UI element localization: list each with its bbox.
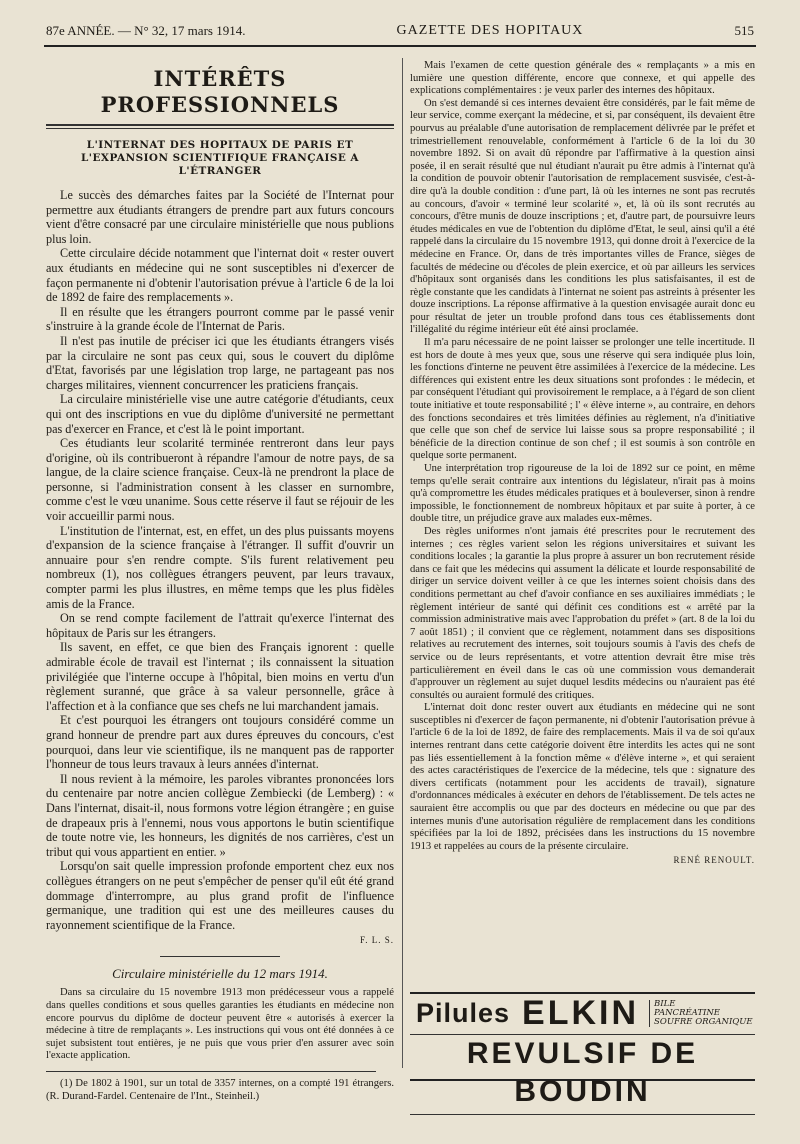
column-divider	[402, 58, 403, 1068]
separator	[160, 956, 280, 957]
ad-brand: ELKIN	[522, 993, 640, 1032]
paragraph: Le succès des démarches faites par la Société de l'Internat pour permettre aux étudiants étrangers de prendre part aux futurs concours vient d'être consacré par une circulaire ministérielle que nous publions plus loin.	[46, 188, 394, 246]
paragraph: Il nous revient à la mémoire, les paroles vibrantes prononcées lors du centenaire par notre ancien collègue Zembiecki (de Lemberg) : « Dans l'internat, disait-il, nous formons votre légion étrangère ; en guise de drapeaux pris à l'ennemi, nous vous apportons le butin scientifique de toute notre vie, les honneurs, les dignités de nos carrières, c'est un tribut qui vous appartient en entier. »	[46, 771, 394, 859]
footnote: (1) De 1802 à 1901, sur un total de 3357 internes, on a compté 191 étrangers. (R. Durand-Fardel. Centenaire de l'Int., Steinheil.)	[46, 1078, 394, 1102]
page-number: 515	[734, 23, 754, 38]
ad-desc-line: SOUFRE ORGANIQUE	[654, 1016, 753, 1027]
header-rule	[44, 45, 756, 47]
paragraph: Il m'a paru nécessaire de ne point laisser se prolonger une telle incertitude. Il est hors de doute à mes yeux que, sous une réserve qui sera indiquée plus loin, les fonctions d'interne ne peuvent être assimilées à l'exercice de la médecine. Les différences qui existent entre les deux situations sont profondes : le médecin, et par conséquent l'étudiant qui provisoirement le remplace, a à l'égard de son client toute initiative et toute responsabilité ; l' « élève interne », au contraire, en dehors des fonctions secondaires et très limitées définies au règlement, n'a d'initiative que celle que son chef de service lui laisse sous sa propre responsabilité ; il bénéficie de la direction continue de son chef ; il est soumis à son contrôle en quelque sorte permanent.	[410, 337, 755, 462]
paragraph: L'internat doit donc rester ouvert aux étudiants en médecine qui ne sont susceptibles ni d'exercer de façon permanente, ni d'obtenir l'autorisation prévue à l'article 6 de la loi de 1892, de faire des remplacements. Mais il va de soi qu'aux internes rentrant dans cette catégorie doivent être interdits les actes qui ne sont pas liés essentiellement à la fonction même « d'élève interne », et qui seraient des actes caractéristiques de l'exercice de la médecine, tels que : signature des divers certificats (notamment pour les accidents de travail), signature d'ordonnances médicales à exécuter en dehors de l'établissement. De tels actes ne sauraient être accomplis ou que par des docteurs en médecine ou que par des internes munis d'une autorisation régulière de remplacement dans les conditions spécifiées par la loi de 1892, précisées dans les instructions du 15 novembre 1913 et rappelées au cours de la présente circulaire.	[410, 702, 755, 852]
left-column	[46, 60, 394, 1103]
circular-title: Circulaire ministérielle du 12 mars 1914.	[112, 965, 328, 981]
section-title: INTÉRÊTS PROFESSIONNELS	[100, 66, 340, 117]
paragraph: Mais l'examen de cette question générale des « remplaçants » a mis en lumière une question différente, encore que connexe, et qui appelle des explications complémentaires : je veux parler des internes des hôpitaux.	[410, 60, 755, 97]
circular-signature: RENÉ RENOULT.	[673, 855, 755, 866]
paragraph: Ces étudiants leur scolarité terminée rentreront dans leur pays d'origine, où ils contribueront à répandre l'amour de notre pays, de sa langue, de la claire science française. Ceux-là ne prendront la place de personne, si l'administration consent à les classer en surnombre, comme c'est le vœu unanime. Sous cette réserve il faut se réjouir de les voir accueillir parmi nous.	[46, 436, 394, 524]
paragraph: Il en résulte que les étrangers pourront comme par le passé venir s'instruire à la grande école de l'Internat de Paris.	[46, 304, 394, 334]
paragraph: Il n'est pas inutile de préciser ici que les étudiants étrangers visés par la circulaire ne sont pas ceux qui, sous le couvert du diplôme d'Etat, favorisés par une législation trop large, ne partageant pas nos charges militaires, viennent concurrencer les praticiens français.	[46, 333, 394, 392]
article-title: L'INTERNAT DES HOPITAUX DE PARIS ET L'EXPANSION SCIENTIFIQUE FRANÇAISE A L'ÉTRANGER	[80, 139, 359, 177]
title-rule	[46, 124, 394, 126]
publication-title: GAZETTE DES HOPITAUX	[396, 23, 584, 38]
paragraph: Une interprétation trop rigoureuse de la loi de 1892 sur ce point, en même temps qu'elle serait contraire aux intentions du législateur, n'irait pas à moins qu'à compromettre les études médicales pratiques et à bouleverser, sinon à rendre impossible, le fonctionnement de nombreux hôpitaux et par suite à porter, à ce double titre, un préjudice grave aux malades eux-mêmes.	[410, 463, 755, 525]
paragraph: Et c'est pourquoi les étrangers ont toujours considéré comme un grand honneur de prendre part aux dures épreuves du concours, c'est pourquoi, dans leur vie scientifique, ils ne manquent pas de rapporter l'honneur de tous leurs travaux à leurs années d'internat.	[46, 713, 394, 772]
paragraph: On se rend compte facilement de l'attrait qu'exerce l'internat des hôpitaux de Paris sur les étrangers.	[46, 611, 394, 640]
ad-desc-line: PANCRÉATINE	[654, 1007, 721, 1018]
paragraph: L'institution de l'internat, est, en effet, un des plus puissants moyens d'expansion de la science française à l'étranger. Il suffit d'ouvrir un annuaire pour s'en rendre compte. S'ils furent relativement peu nombreux (1), nos collègues étrangers peuvent, par leurs travaux, compter parmi les plus illustres, en même temps que les plus fidèles amis de la France.	[46, 523, 394, 611]
paragraph: Des règles uniformes n'ont jamais été prescrites pour le recrutement des internes ; ces règles varient selon les régions universitaires et suivant les conditions locales ; la garantie la plus propre à assurer un bon recrutement réside dans ce fait que les médecins qui assument la délicate et lourde responsabilité de diriger un service doivent veiller à ce que les internes soient choisis dans des conditions permettant au chef d'avoir confiance en ses auxiliaires immédiats ; le règlement intérieur de santé qui définit ces conditions est « arrêté par la commission administrative mais avec l'approbation du préfet » (art. 8 de la loi du 7 août 1851) ; il convient que ce règlement, notamment dans ses dispositions relatives au recrutement des internes, soit toujours soumis à l'avis des chefs de service ou de leurs représentants, et votre attention devrait être mise très particulièrement en éveil dans le cas où une commission vous demanderait d'approuver un règlement au sujet duquel lesdits médecins ou n'auraient pas été consultés ou auraient formulé des critiques.	[410, 525, 755, 701]
paragraph: Cette circulaire décide notamment que l'internat doit « rester ouvert aux étudiants en médecine qui ne sont susceptibles ni d'exercer de façon permanente ni d'obtenir l'autorisation prévue à l'article 6 de la loi de 1892 de faire des remplacements ».	[46, 246, 394, 305]
right-column	[410, 60, 755, 867]
advertisement	[410, 992, 755, 1108]
paragraph: Ils savent, en effet, ce que bien des Français ignorent : quelle admirable école de travail est l'internat ; ils connaissent la situation privilégiée que l'interne occupe à l'hôpital, bien moins en vertu d'un règlement suranné, que grâce à sa valeur personnelle, grâce à l'affection et à la confiance que ses chefs ne lui marchandent jamais.	[46, 640, 394, 713]
ad-bottom-rule	[410, 1114, 755, 1120]
paragraph: Lorsqu'on sait quelle impression profonde emportent chez eux nos collègues étrangers on ne peut s'empêcher de penser qu'il eût été grand dommage d'interrompre, au plus grand profit de l'influence germanique, une tradition qui est une des meilleures causes du rayonnement scientifique de la France.	[46, 859, 394, 932]
title-rule-thin	[46, 128, 394, 129]
ad-pilules: Pilules	[416, 997, 511, 1028]
article-signature: F. L. S.	[359, 935, 394, 946]
footnote-rule	[46, 1071, 376, 1072]
ad-description	[649, 1000, 753, 1027]
running-head	[46, 20, 754, 42]
ad-top-row	[410, 994, 755, 1032]
paragraph: On s'est demandé si ces internes devaient être considérés, par le fait même de leur service, comme exerçant la médecine, et si, par conséquent, ils devaient être pourvus au préalable d'une autorisation de remplacement délivrée par le préfet et trimestriellement renouvelable, conformément à l'article 6 de la loi du 30 novembre 1892. Si on avait dû répondre par l'affirmative à la question ainsi posée, il en serait résulté que nul étudiant n'aurait pu être admis à l'internat qu'à la condition de pouvoir obtenir l'autorisation de remplacement susvisée, c'est-à-dire qu'à la double condition : d'une part, là où les internes ne sont pas recrutés au concours, d'avoir « terminé leur scolarité », et, là où ils sont recrutés au concours, d'être munis de douze inscriptions ; et, d'autre part, de poursuivre leurs études médicales en vue de l'obtention du diplôme d'Etat, le seul, ainsi qu'il a été rappelé dans la circulaire du 15 novembre 1913, qui donne droit à l'exercice de la médecine en France. Or, dans de très importantes villes de France, sièges de facultés de médecine ou d'écoles de plein exercice, et où par ailleurs les services d'hôpitaux sont organisés dans les conditions les plus satisfaisantes, il est de règle constante que les candidats à l'internat ne soient pas astreints à présenter les douze inscriptions. La réponse affirmative à la question envisagée aurait donc eu pour résultat de jeter un trouble profond dans tous ces établissements dont l'illégalité du régime intérieur eût été ainsi proclamée.	[410, 97, 755, 336]
paragraph: La circulaire ministérielle vise une autre catégorie d'étudiants, ceux qui ont des inscriptions en vue du diplôme d'université ne permettant pas d'exercer en France, et c'est là le point important.	[46, 392, 394, 436]
issue-info: 87e ANNÉE. — N° 32, 17 mars 1914.	[46, 23, 246, 38]
ad-desc-line: BILE	[654, 998, 676, 1009]
ad-revulsif: REVULSIF DE BOUDIN	[410, 1034, 755, 1111]
circular-text: Dans sa circulaire du 15 novembre 1913 mon prédécesseur vous a rappelé dans quelles conditions et sous quelles garanties les étudiants en médecine non encore pourvus du diplôme de docteur peuvent être « autorisés à exercer la médecine à titre de remplaçants ». Les instructions qui vous ont été données à ce sujet subsistent tout entières, je ne puis que vous prier d'en assurer avec soin l'exacte application.	[46, 987, 394, 1062]
